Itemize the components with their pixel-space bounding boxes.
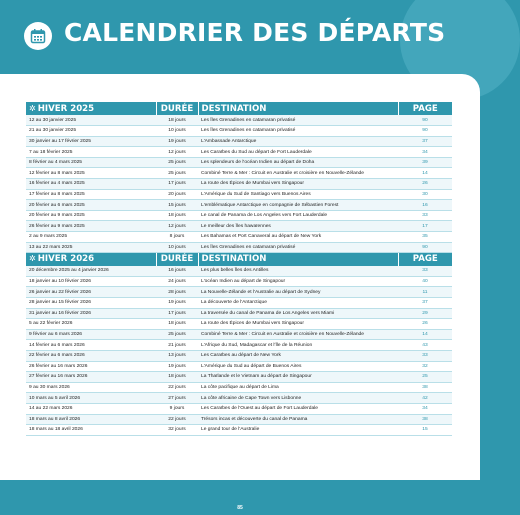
duration-cell: 9 jours [156,403,198,414]
duration-cell: 22 jours [156,382,198,393]
destination-cell: Trésors incas et découverte du canal de Panama [198,414,398,425]
duration-cell: 13 jours [156,350,198,361]
destination-cell: La découverte de l'Antarctique [198,298,398,309]
destination-cell: Combiné Terre & Mer : Circuit en Australie et croisière en Nouvelle-Zélande [198,168,398,179]
page-cell: 26 [398,179,452,190]
dates-cell: 26 janvier au 22 février 2026 [26,287,156,298]
page-cell: 33 [398,350,452,361]
dates-cell: 20 février au 9 mars 2025 [26,210,156,221]
table-row [26,298,452,309]
dates-cell: 30 janvier au 17 février 2025 [26,136,156,147]
dates-cell: 20 février au 6 mars 2025 [26,200,156,211]
destination-cell: Les Bahamas et Port Canaveral au départ de New York [198,232,398,243]
dates-cell: 10 mars au 5 avril 2026 [26,393,156,404]
dates-cell: 16 février au 4 mars 2025 [26,179,156,190]
season-title: HIVER 2025 [37,103,95,114]
dates-cell: 18 mars au 8 avril 2026 [26,414,156,425]
destination-cell: L'océan Indien au départ de Singapour [198,276,398,287]
dates-cell: 31 janvier au 16 février 2026 [26,308,156,319]
duration-cell: 25 jours [156,168,198,179]
page-cell: 90 [398,126,452,137]
dates-cell: 14 au 22 mars 2026 [26,403,156,414]
duration-cell: 19 jours [156,361,198,372]
table-row [26,232,452,243]
dates-cell: 12 février au 8 mars 2025 [26,168,156,179]
duration-column-header: DURÉE [156,253,198,266]
page-cell: 90 [398,242,452,253]
duration-cell: 18 jours [156,210,198,221]
destination-cell: Les plus belles Îles des Antilles [198,266,398,277]
duration-cell: 19 jours [156,298,198,309]
table-row [26,221,452,232]
destination-cell: Les Caraïbes de l'Ouest au départ de Fort Lauderdale [198,403,398,414]
table-row [26,242,452,253]
dates-cell: 22 février au 6 mars 2026 [26,350,156,361]
destination-cell: La Thaïlande et le Vietnam au départ de Singapour [198,372,398,383]
duration-cell: 20 jours [156,189,198,200]
duration-cell: 18 jours [156,115,198,126]
duration-cell: 17 jours [156,308,198,319]
destination-cell: L'Amérique du Sud de Santiago vers Buenos Aires [198,189,398,200]
table-row [26,329,452,340]
destination-cell: Le grand tour de l'Australie [198,425,398,436]
destination-column-header: DESTINATION [198,253,398,266]
page-cell: 43 [398,340,452,351]
table-row [26,393,452,404]
duration-cell: 16 jours [156,266,198,277]
page-cell: 30 [398,189,452,200]
season-title: HIVER 2026 [37,254,95,265]
page-cell: 42 [398,393,452,404]
season-header [26,102,452,115]
dates-cell: 27 février au 16 mars 2026 [26,372,156,383]
destination-cell: Combiné Terre & Mer : Circuit en Australie et croisière en Nouvelle-Zélande [198,329,398,340]
duration-column-header: DURÉE [156,102,198,115]
page-cell: 14 [398,329,452,340]
table-row [26,425,452,436]
page-cell: 32 [398,361,452,372]
table-row [26,136,452,147]
duration-cell: 15 jours [156,200,198,211]
page-column-header: PAGE [398,102,452,115]
dates-cell: 2 au 9 mars 2025 [26,232,156,243]
destination-cell: Les Caraïbes au départ de New York [198,350,398,361]
destination-cell: La côte pacifique au départ de Lima [198,382,398,393]
table-row [26,319,452,330]
content-sheet [0,74,480,511]
page-cell: 34 [398,403,452,414]
page-cell: 16 [398,200,452,211]
duration-cell: 22 jours [156,414,198,425]
destination-cell: La Nouvelle-Zélande et l'Australie au départ de Sydney [198,287,398,298]
table-row [26,361,452,372]
page-cell: 15 [398,425,452,436]
table-row [26,308,452,319]
page-cell: 90 [398,115,452,126]
destination-cell: L'Afrique du Sud, Madagascar et l'Île de la Réunion [198,340,398,351]
duration-cell: 18 jours [156,372,198,383]
duration-cell: 19 jours [156,136,198,147]
snowflake-icon: ✲ [29,103,36,113]
page-cell: 33 [398,266,452,277]
destination-cell: L'emblématique Antarctique en compagnie de Sébastien Forest [198,200,398,211]
dates-cell: 5 au 22 février 2026 [26,319,156,330]
dates-cell: 26 février au 9 mars 2025 [26,221,156,232]
page-cell: 25 [398,372,452,383]
destination-cell: Les Îles Grenadines en catamaran privatisé [198,242,398,253]
table-row [26,276,452,287]
destination-cell: L'Amérique du Sud au départ de Buenos Aires [198,361,398,372]
page-cell: 37 [398,136,452,147]
table-row [26,115,452,126]
table-row [26,157,452,168]
destination-cell: L'Ambassade Antarctique [198,136,398,147]
departures-table [26,102,452,436]
dates-cell: 7 au 18 février 2025 [26,147,156,158]
page-cell: 39 [398,157,452,168]
table-row [26,382,452,393]
dates-cell: 9 au 30 mars 2026 [26,382,156,393]
duration-cell: 27 jours [156,393,198,404]
dates-cell: 8 février au 4 mars 2025 [26,157,156,168]
table-row [26,372,452,383]
dates-cell: 9 février au 6 mars 2026 [26,329,156,340]
destination-cell: La côte africaine de Cape Town vers Lisbonne [198,393,398,404]
dates-cell: 28 janvier au 15 février 2026 [26,298,156,309]
dates-cell: 18 janvier au 10 février 2026 [26,276,156,287]
table-row [26,414,452,425]
table-row [26,287,452,298]
page-cell: 34 [398,147,452,158]
page-title: CALENDRIER DES DÉPARTS [64,18,446,47]
dates-cell: 21 au 30 janvier 2025 [26,126,156,137]
dates-cell: 14 février au 6 mars 2026 [26,340,156,351]
destination-cell: Le canal de Panama de Los Angeles vers Fort Lauderdale [198,210,398,221]
duration-cell: 12 jours [156,221,198,232]
page-cell: 37 [398,298,452,309]
page-cell: 29 [398,308,452,319]
destination-column-header: DESTINATION [198,102,398,115]
table-row [26,168,452,179]
duration-cell: 24 jours [156,276,198,287]
destination-cell: La traversée du canal de Panama de Los Angeles vers Miami [198,308,398,319]
destination-cell: Les Îles Grenadines en catamaran privatisé [198,115,398,126]
destination-cell: Les Caraïbes du Sud au départ de Fort Lauderdale [198,147,398,158]
page-column-header: PAGE [398,253,452,266]
page-cell: 17 [398,221,452,232]
page-cell: 33 [398,210,452,221]
destination-cell: Les Îles Grenadines en catamaran privatisé [198,126,398,137]
season-cell [26,102,156,115]
season-header [26,253,452,266]
duration-cell: 32 jours [156,425,198,436]
calendar-icon [24,22,52,50]
duration-cell: 10 jours [156,242,198,253]
table-row [26,200,452,211]
duration-cell: 25 jours [156,329,198,340]
table-row [26,340,452,351]
dates-cell: 26 février au 16 mars 2026 [26,361,156,372]
table-row [26,403,452,414]
page-cell: 38 [398,382,452,393]
page-cell: 38 [398,414,452,425]
page-cell: 40 [398,276,452,287]
duration-cell: 28 jours [156,287,198,298]
page-cell: 26 [398,319,452,330]
table-row [26,210,452,221]
page-number: 85 [233,501,247,515]
table-row [26,179,452,190]
page-header [0,0,480,74]
table-row [26,266,452,277]
dates-cell: 13 au 22 mars 2025 [26,242,156,253]
dates-cell: 18 mars au 18 avril 2026 [26,425,156,436]
duration-cell: 8 jours [156,232,198,243]
dates-cell: 17 février au 8 mars 2025 [26,189,156,200]
duration-cell: 12 jours [156,147,198,158]
destination-cell: La route des Épices de Mumbai vers Singapour [198,319,398,330]
destination-cell: Le meilleur des Îles hawaïennes [198,221,398,232]
destination-cell: Les splendeurs de l'océan Indien au départ de Doha [198,157,398,168]
page-cell: 35 [398,232,452,243]
season-cell [26,253,156,266]
duration-cell: 10 jours [156,126,198,137]
table-row [26,147,452,158]
page-cell: 14 [398,168,452,179]
duration-cell: 25 jours [156,157,198,168]
page-cell: 11 [398,287,452,298]
dates-cell: 12 au 30 janvier 2025 [26,115,156,126]
table-row [26,189,452,200]
table-row [26,350,452,361]
snowflake-icon: ✲ [29,254,36,264]
duration-cell: 18 jours [156,319,198,330]
duration-cell: 17 jours [156,179,198,190]
dates-cell: 20 décembre 2025 au 4 janvier 2026 [26,266,156,277]
table-row [26,126,452,137]
destination-cell: La route des Épices de Mumbai vers Singapour [198,179,398,190]
duration-cell: 21 jours [156,340,198,351]
